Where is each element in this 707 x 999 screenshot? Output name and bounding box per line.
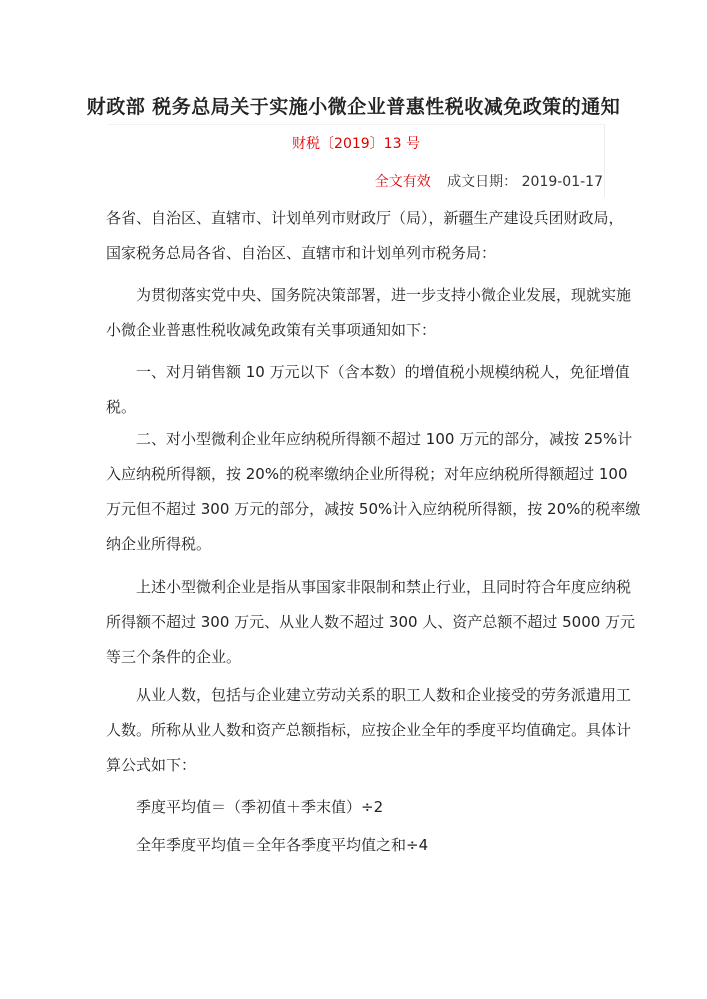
text-line: 所得额不超过 300 万元、从业人数不超过 300 人、资产总额不超过 5000 万元	[106, 613, 636, 631]
text-line: 从业人数，包括与企业建立劳动关系的职工人数和企业接受的劳务派遣用工	[136, 686, 632, 704]
addressee-paragraph	[106, 201, 624, 271]
issue-date-label: 成文日期：	[447, 174, 518, 190]
text-line: 人数。所称从业人数和资产总额指标，应按企业全年的季度平均值确定。具体计	[106, 721, 632, 739]
text-line: 国家税务总局各省、自治区、直辖市和计划单列市税务局：	[106, 244, 497, 262]
document-number: 财税〔2019〕13 号	[292, 136, 420, 152]
issue-date-value: 2019-01-17	[521, 174, 603, 190]
text-line: 全年季度平均值＝全年各季度平均值之和÷4	[136, 836, 429, 854]
headcount-paragraph	[106, 678, 632, 783]
text-line: 税。	[106, 398, 137, 416]
text-line: 季度平均值＝（季初值＋季末值）÷2	[136, 798, 384, 816]
definition-paragraph	[106, 570, 636, 675]
text-line: 各省、自治区、直辖市、计划单列市财政厅（局），新疆生产建设兵团财政局，	[106, 209, 624, 227]
intro-paragraph	[106, 278, 632, 348]
text-line: 一、对月销售额 10 万元以下（含本数）的增值税小规模纳税人，免征增值	[136, 363, 630, 381]
text-line: 算公式如下：	[106, 756, 197, 774]
annual-formula	[106, 828, 606, 863]
text-line: 为贯彻落实党中央、国务院决策部署，进一步支持小微企业发展，现就实施	[136, 286, 632, 304]
metadata-line	[375, 171, 603, 191]
clause-two-paragraph	[106, 422, 641, 562]
text-line: 小微企业普惠性税收减免政策有关事项通知如下：	[106, 321, 437, 339]
text-line: 等三个条件的企业。	[106, 648, 242, 666]
document-title: 财政部 税务总局关于实施小微企业普惠性税收减免政策的通知	[86, 96, 621, 118]
text-line: 纳企业所得税。	[106, 535, 212, 553]
validity-status: 全文有效	[374, 174, 431, 190]
text-line: 二、对小型微利企业年应纳税所得额不超过 100 万元的部分，减按 25%计	[136, 430, 633, 448]
quarterly-formula	[106, 790, 606, 825]
text-line: 上述小型微利企业是指从事国家非限制和禁止行业，且同时符合年度应纳税	[136, 578, 632, 596]
clause-one-paragraph	[106, 355, 630, 425]
text-line: 入应纳税所得额，按 20%的税率缴纳企业所得税；对年应纳税所得额超过 100	[106, 465, 628, 483]
text-line: 万元但不超过 300 万元的部分，减按 50%计入应纳税所得额，按 20%的税率缴	[106, 500, 641, 518]
